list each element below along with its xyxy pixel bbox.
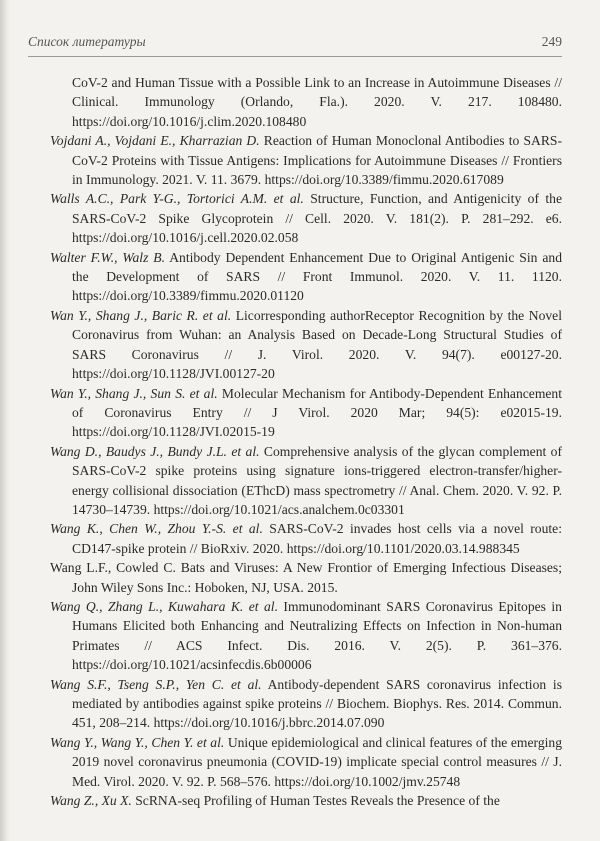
reference-authors: Walter F.W., Walz B. [50,249,166,265]
reference-text: Structure, Function, and Antigenicity of the SARS-CoV-2 Spike Glycoprotein // Cell. 2020. V. 181(2). P. 281–292. e6. https://doi.org/10.1016/j.cell.2020.02.058 [72,191,562,246]
page-number: 249 [541,34,562,49]
page-spine-shadow [0,0,10,841]
reference-entry [50,519,562,558]
reference-text: Antibody-dependent SARS coronavirus infection is mediated by antibodies against spike proteins // Biochem. Biophys. Res. 2014. Commun. 451, 208–214. https://doi.org/10.1016/j.bbrc.2014.07.090 [72,676,562,731]
reference-entry [50,306,562,384]
reference-authors: Vojdani A., Vojdani E., Kharrazian D. [50,133,260,149]
reference-text: Unique epidemiological and clinical features of the emerging 2019 novel coronavirus pneumonia (COVID-19) implicate special control measures // J. Med. Virol. 2020. V. 92. P. 568–576. https://doi.org/10.1002/jmv.25748 [72,734,562,789]
reference-authors: Wan Y., Shang J., Baric R. et al. [50,307,232,323]
reference-entry [50,597,562,675]
reference-authors: Wang D., Baudys J., Bundy J.L. et al. [50,443,260,459]
reference-entry [50,189,562,247]
reference-authors: Wang S.F., Tseng S.P., Yen C. et al. [50,676,262,692]
reference-authors: Wang Z., Xu X. [50,793,132,809]
section-title: Список литературы [28,34,146,49]
reference-text: Comprehensive analysis of the glycan complement of SARS-CoV-2 spike proteins using signature ions-triggered electron-transfer/higher-energy collisional dissociation (EThcD) mass spectrometry // Anal. Chem. 2020. V. 92. P. 14730–14739. https://doi.org/10.1021/acs.analchem.0c03301 [72,443,562,517]
reference-text: CoV-2 and Human Tissue with a Possible Link to an Increase in Autoimmune Diseases // Clinical. Immunology (Orlando, Fla.). 2020. V. 217. 108480. https://doi.org/10.1016/j.clim.2020.108480 [72,75,562,129]
reference-entry [50,558,562,597]
reference-text: Wang L.F., Cowled C. Bats and Viruses: A New Frontior of Emerging Infectious Diseases; John Wiley Sons Inc.: Hoboken, NJ, USA. 2015. [50,560,562,595]
reference-text: Immunodominant SARS Coronavirus Epitopes in Humans Elicited both Enhancing and Neutralizing Effects on Infection in Non-human Primates // ACS Infect. Dis. 2016. V. 2(5). P. 361–376. https://doi.org/10.1021/acsinfecdis.6b00006 [72,598,562,673]
running-header [28,34,562,57]
reference-entry [50,675,562,733]
reference-entry [50,384,562,442]
reference-text: Antibody Dependent Enhancement Due to Original Antigenic Sin and the Development of SARS // Front Immunol. 2020. V. 11. 1120. https://doi.org/10.3389/fimmu.2020.01120 [72,249,562,304]
reference-text: Licorresponding authorReceptor Recognition by the Novel Coronavirus from Wuhan: an Analysis Based on Decade-Long Structural Studies of SARS Coronavirus // J. Virol. 2020. V. 94(7). e00127-20. https://doi.org/10.1128/JVI.00127-20 [72,307,562,382]
reference-entry [50,73,562,131]
reference-list [50,73,562,810]
reference-entry [50,733,562,791]
reference-authors: Wan Y., Shang J., Sun S. et al. [50,385,218,401]
reference-authors: Wang Q., Zhang L., Kuwahara K. et al. [50,598,278,614]
reference-entry [50,791,562,810]
reference-authors: Wang Y., Wang Y., Chen Y. et al. [50,734,225,750]
reference-text: SARS-CoV-2 invades host cells via a novel route: CD147-spike protein // BioRxiv. 2020. https://doi.org/10.1101/2020.03.14.988345 [72,521,562,556]
reference-entry [50,131,562,189]
reference-text: Molecular Mechanism for Antibody-Dependent Enhancement of Coronavirus Entry // J Virol. 2020 Mar; 94(5): e02015-19. https://doi.org/10.1128/JVI.02015-19 [72,385,562,440]
reference-entry [50,442,562,520]
reference-authors: Wang K., Chen W., Zhou Y.-S. et al. [50,521,263,537]
reference-authors: Walls A.C., Park Y-G., Tortorici A.M. et al. [50,191,304,207]
reference-text: ScRNA-seq Profiling of Human Testes Reveals the Presence of the [135,793,500,809]
reference-text: Reaction of Human Monoclonal Antibodies to SARS-CoV-2 Proteins with Tissue Antigens: Implications for Autoimmune Diseases // Frontiers in Immunology. 2021. V. 11. 3679. https://doi.org/10.3389/fimmu.2020.617089 [72,133,562,188]
reference-entry [50,248,562,306]
